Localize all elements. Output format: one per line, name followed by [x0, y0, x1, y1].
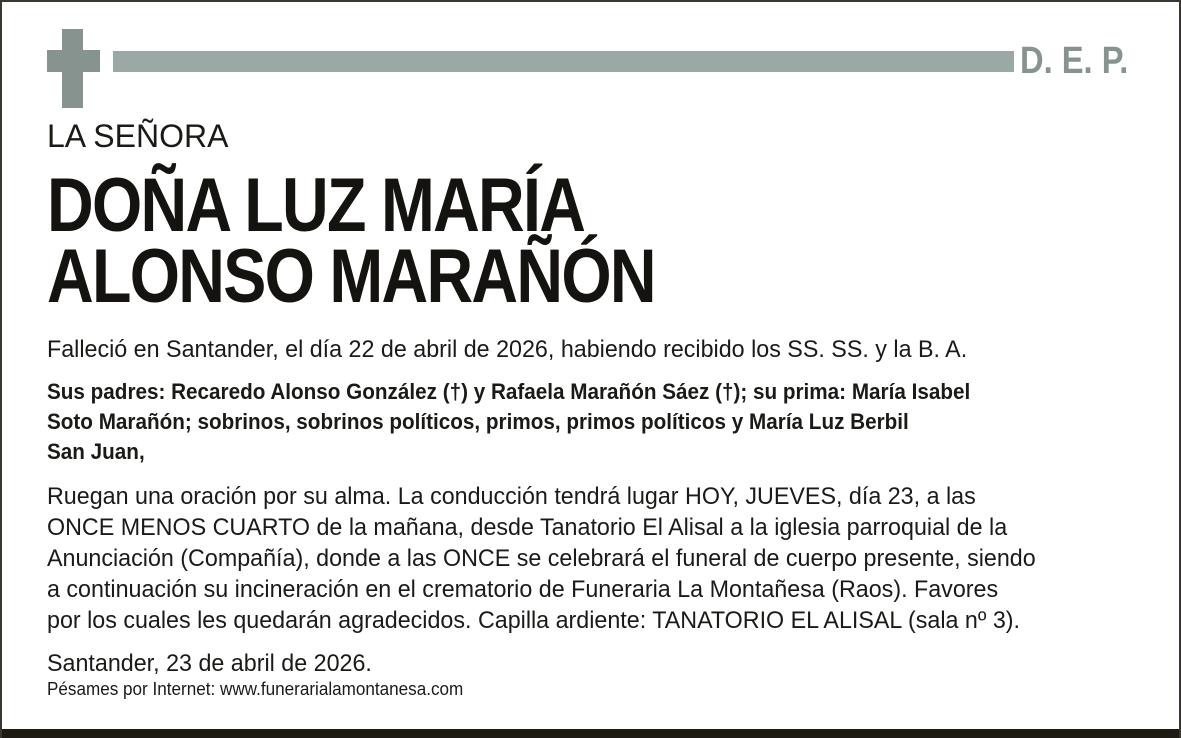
- family-line: San Juan,: [47, 439, 145, 464]
- deceased-name-line-2: ALONSO MARAÑÓN: [47, 234, 655, 319]
- deceased-name-line-1: DOÑA LUZ MARÍA: [47, 163, 585, 248]
- dep-label: D. E. P.: [1020, 40, 1129, 82]
- title: LA SEÑORA: [47, 118, 229, 154]
- family-line: Sus padres: Recaredo Alonso González (†) y Rafaela Marañón Sáez (†); su prima: María Isabel: [47, 379, 971, 404]
- cross-icon-bar: [47, 50, 100, 72]
- condolences-link: Pésames por Internet: www.funerarialamontanesa.com: [47, 679, 464, 699]
- ceremony-line: Ruegan una oración por su alma. La conducción tendrá lugar HOY, JUEVES, día 23, a las: [47, 483, 976, 510]
- header-rule: [113, 51, 1014, 72]
- place-date: Santander, 23 de abril de 2026.: [47, 650, 372, 677]
- family-line: Soto Marañón; sobrinos, sobrinos políticos, primos, primos políticos y María Luz Berbil: [47, 409, 909, 434]
- ceremony-line: Anunciación (Compañía), donde a las ONCE se celebrará el funeral de cuerpo presente, siendo: [47, 545, 1036, 572]
- bottom-border: [2, 729, 1179, 738]
- ceremony-line: por los cuales les quedarán agradecidos. Capilla ardiente: TANATORIO EL ALISAL (sala nº 3).: [47, 607, 1020, 634]
- death-notice: Falleció en Santander, el día 22 de abril de 2026, habiendo recibido los SS. SS. y la B. A.: [47, 336, 968, 363]
- ceremony-line: a continuación su incineración en el crematorio de Funeraria La Montañesa (Raos). Favores: [47, 576, 999, 603]
- ceremony-line: ONCE MENOS CUARTO de la mañana, desde Tanatorio El Alisal a la iglesia parroquial de la: [47, 514, 1008, 541]
